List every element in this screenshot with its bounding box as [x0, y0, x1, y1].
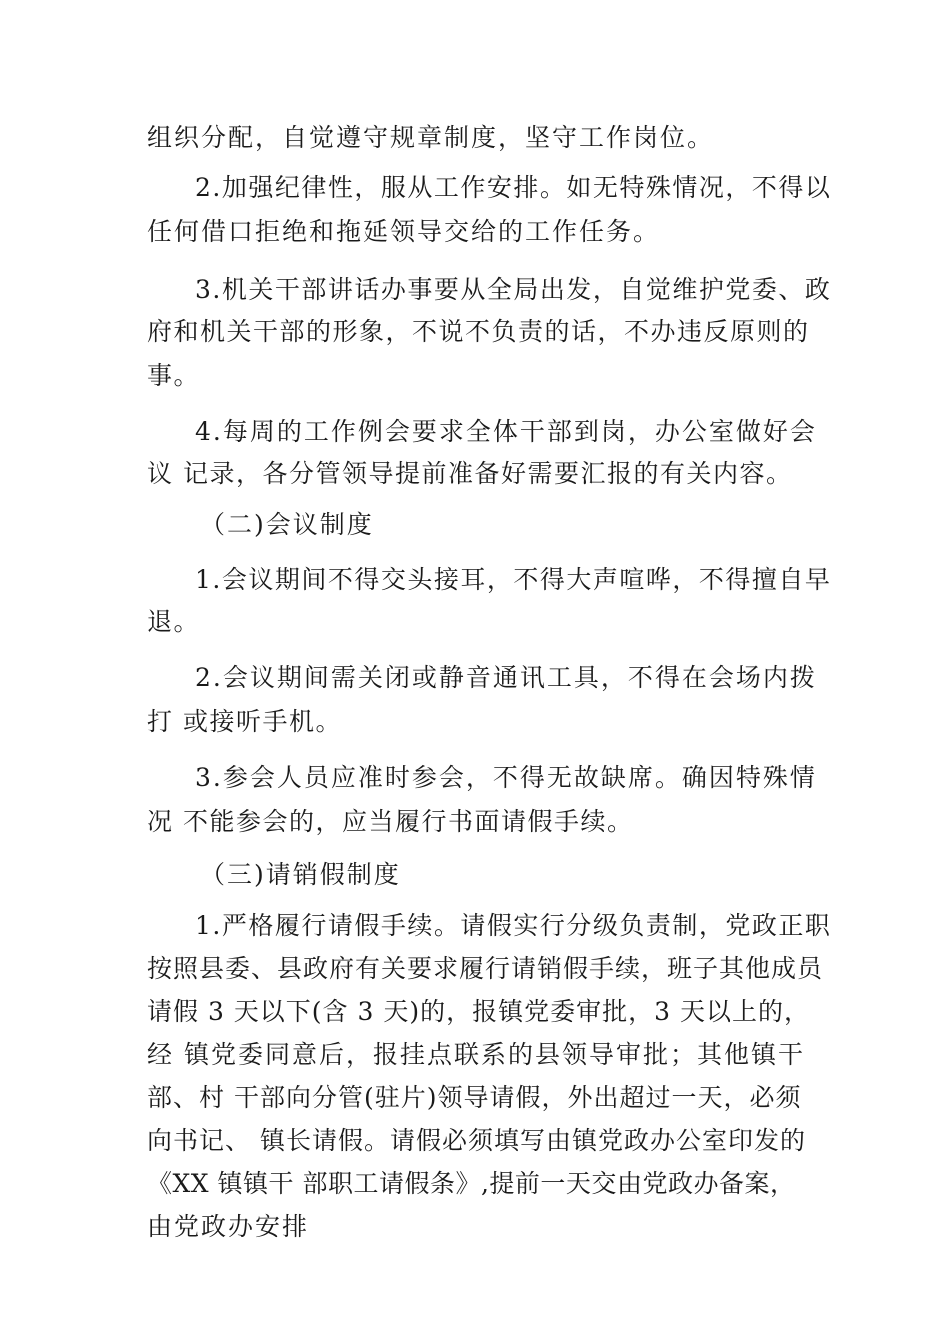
section-heading: （二)会议制度: [200, 510, 374, 539]
text-line: 3.参会人员应准时参会，不得无故缺席。确因特殊情: [195, 763, 817, 792]
text-line: 3.机关干部讲话办事要从全局出发，自觉维护党委、政: [195, 275, 832, 304]
text-line: 《XX 镇镇干 部职工请假条》,提前一天交由党政办备案，: [147, 1169, 796, 1198]
text-line: 由党政办安排: [147, 1212, 310, 1241]
text-line: 2.会议期间需关闭或静音通讯工具，不得在会场内拨: [195, 663, 817, 692]
text-line: 打 或接听手机。: [147, 707, 342, 736]
text-line: 4.每周的工作例会要求全体干部到岗，办公室做好会: [195, 417, 817, 446]
text-line: 事。: [147, 361, 201, 390]
text-line: 退。: [147, 607, 201, 636]
text-line: 2.加强纪律性，服从工作安排。如无特殊情况，不得以: [195, 173, 832, 202]
text-line: 部、村 干部向分管(驻片)领导请假，外出超过一天，必须: [147, 1083, 802, 1112]
text-line: 经 镇党委同意后，报挂点联系的县领导审批；其他镇干: [147, 1040, 805, 1069]
text-line: 任何借口拒绝和拖延领导交给的工作任务。: [147, 217, 661, 246]
text-line: 向书记、 镇长请假。请假必须填写由镇党政办公室印发的: [147, 1126, 806, 1155]
text-line: 按照县委、县政府有关要求履行请销假手续，班子其他成员: [147, 954, 824, 983]
text-line: 1.严格履行请假手续。请假实行分级负责制，党政正职: [195, 911, 832, 940]
text-line: 府和机关干部的形象，不说不负责的话，不办违反原则的: [147, 317, 810, 346]
text-line: 1.会议期间不得交头接耳，不得大声喧哗，不得擅自早: [195, 565, 832, 594]
text-line: 议 记录，各分管领导提前准备好需要汇报的有关内容。: [147, 459, 793, 488]
text-line: 组织分配，自觉遵守规章制度，坚守工作岗位。: [147, 123, 715, 152]
text-line: 况 不能参会的，应当履行书面请假手续。: [147, 807, 634, 836]
text-line: 请假 3 天以下(含 3 天)的，报镇党委审批，3 天以上的，: [147, 997, 810, 1026]
section-heading: （三)请销假制度: [200, 860, 401, 889]
